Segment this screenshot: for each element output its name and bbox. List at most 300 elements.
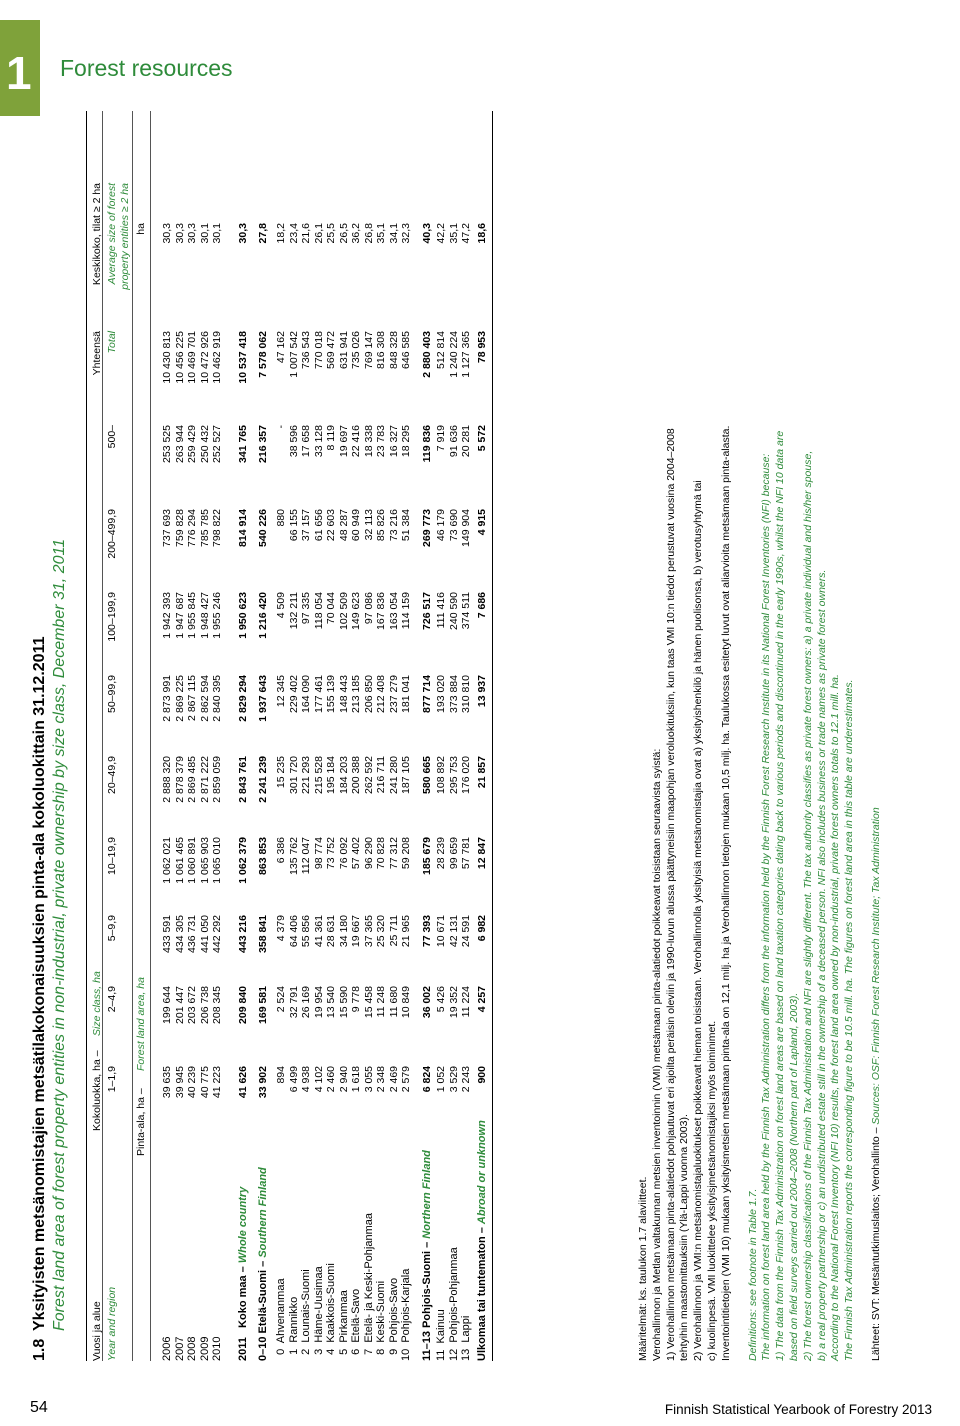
table-cell: 442 292: [211, 915, 224, 953]
row-label-fi: 12 Pohjois-Pohjanmaa: [447, 1247, 460, 1361]
row-label-fi: Ulkomaa tai tuntematon –: [476, 1224, 488, 1361]
row-label: [388, 1136, 400, 1361]
header-avg-en-2: property entities ≥ 2 ha: [119, 183, 131, 290]
table-cell: 259 429: [186, 425, 199, 463]
table-cell: 20 281: [460, 425, 472, 458]
table-cell: 38 596: [287, 425, 300, 458]
note-line: 1) The data from the Finnish Tax Administration on forest land areas are based on land taxation categories dating back to various periods and discontinued in the early 1990s, whilst the NFI 10 data are: [774, 430, 787, 1361]
row-label-en: Northern Finland: [421, 1150, 433, 1239]
row-label: [350, 1136, 362, 1361]
table-cell: 1 955 845: [186, 592, 199, 639]
table-cell: 8 119: [325, 425, 337, 451]
rule-line: [492, 111, 493, 1361]
table-cell: 163 054: [387, 592, 400, 630]
table-cell: 759 828: [173, 509, 186, 547]
sources-line: [870, 111, 884, 1361]
table-cell: 26 169: [300, 986, 312, 1019]
table-cell: 23 783: [375, 425, 387, 458]
table-cell: 2 867 115: [186, 675, 199, 721]
table-cell: 2 859 059: [211, 756, 224, 803]
header-size-class: 500–: [106, 425, 118, 449]
table-cell: 252 527: [211, 425, 224, 463]
row-label-fi: 10 Pohjois-Karjala: [400, 1268, 412, 1361]
table-cell: 1 950 623: [237, 592, 249, 639]
table-cell: 2 348: [375, 1066, 387, 1093]
table-cell: 213 185: [350, 675, 362, 713]
table-cell: 2 840 395: [211, 675, 224, 722]
table-cell: 1 216 420: [257, 592, 269, 639]
row-label-fi: 2009: [198, 1336, 211, 1361]
table-cell: 569 472: [325, 331, 337, 369]
header-size-class: 5–9,9: [106, 915, 118, 942]
row-label-fi: 2011 Koko maa –: [237, 1263, 249, 1361]
table-cell: 2 873 991: [161, 675, 173, 722]
table-cell: 18,6: [476, 223, 488, 244]
table-cell: 11 680: [387, 986, 400, 1018]
table-cell: 76 092: [337, 837, 350, 870]
table-cell: 18 338: [362, 425, 375, 458]
table-cell: 1 942 393: [161, 592, 173, 639]
table-cell: 13 937: [476, 675, 488, 708]
table-cell: 148 443: [337, 675, 350, 713]
table-cell: 848 328: [387, 331, 400, 369]
note-gap: [857, 111, 870, 1361]
table-cell: 119 836: [421, 425, 433, 463]
table-cell: 1 065 010: [211, 837, 224, 884]
table-cell: 48 287: [337, 509, 350, 542]
row-label-fi: 11 Kainuu: [435, 1309, 447, 1361]
table-cell: 10 849: [400, 986, 412, 1019]
table-cell: 209 840: [237, 986, 249, 1024]
header-avg-en-1: Average size of forest: [106, 183, 118, 285]
table-cell: 203 672: [186, 986, 199, 1024]
rule-line: [132, 111, 133, 1361]
table-cell: 30,3: [173, 223, 186, 244]
table-cell: 880: [275, 509, 287, 527]
table-cell: 36 002: [421, 986, 433, 1019]
table-cell: 30,1: [211, 223, 224, 244]
table-cell: 10 537 418: [237, 331, 249, 384]
table-cell: 443 216: [237, 915, 249, 953]
table-cell: 2 869 485: [186, 756, 199, 803]
table-cell: 10 469 701: [186, 331, 199, 384]
note-line: Inventointitietojen (VMI 10) mukaan yksityismetsien metsämaan pinta-ala on 12,1 milj. ha ja Verohallinnon tietojen mukaan 10,5 milj. ha. Taulukossa esitetyt luvut ovat aliarvioita metsämaan pinta-alasta.: [719, 425, 732, 1361]
table-cell: 6 386: [275, 837, 287, 864]
table-cell: 21,6: [300, 223, 312, 244]
table-cell: 769 147: [362, 331, 375, 369]
table-cell: 2 880 403: [421, 331, 433, 378]
table-cell: 164 090: [300, 675, 312, 713]
table-cell: 2 579: [400, 1066, 412, 1093]
table-cell: 216 711: [375, 756, 387, 794]
table-cell: 1 947 687: [173, 592, 186, 639]
table-cell: 201 447: [173, 986, 186, 1024]
table-cell: 10 430 813: [161, 331, 173, 384]
table-cell: 73 690: [447, 509, 460, 542]
rotated-table-page: [29, 111, 882, 1361]
table-cell: 23,4: [287, 223, 300, 244]
table-cell: 22 603: [325, 509, 337, 542]
table-cell: 1 060 891: [186, 837, 199, 884]
table-cell: 2 524: [275, 986, 287, 1013]
table-cell: 2 469: [387, 1066, 400, 1093]
yearbook-title: Finnish Statistical Yearbook of Forestry 2013: [664, 1402, 932, 1417]
table-cell: 34,1: [387, 223, 400, 244]
table-cell: 167 836: [375, 592, 387, 630]
table-cell: 30,1: [198, 223, 211, 244]
table-cell: 41 223: [211, 1066, 224, 1099]
table-cell: 118 054: [312, 592, 325, 630]
row-label: [199, 1136, 211, 1361]
table-cell: 10 671: [435, 915, 447, 948]
table-cell: 434 305: [173, 915, 186, 953]
table-cell: 4 102: [312, 1066, 325, 1093]
table-cell: 13 540: [325, 986, 337, 1019]
row-label: [300, 1136, 312, 1361]
table-cell: 114 159: [400, 592, 412, 630]
table-cell: 70 044: [325, 592, 337, 625]
table-cell: 5 572: [476, 425, 488, 452]
row-label: [400, 1136, 412, 1361]
row-label: [237, 1136, 249, 1361]
table-cell: 10 456 225: [173, 331, 186, 384]
table-cell: 41 626: [237, 1066, 249, 1099]
table-cell: 221 293: [300, 756, 312, 794]
table-title-en: Forest land area of forest property entities in non-industrial, private ownership by size class, December 31, 2011: [51, 538, 68, 1331]
table-cell: 73 216: [387, 509, 400, 542]
table-cell: 35,1: [447, 223, 460, 244]
table-cell: 64 406: [287, 915, 300, 948]
header-avg-fi: Keskikoko, tilat ≥ 2 ha: [91, 183, 103, 286]
table-cell: 39 635: [161, 1066, 173, 1099]
table-cell: 9 778: [350, 986, 362, 1013]
header-size-class-en: Size class, ha: [91, 971, 103, 1036]
table-cell: 12 847: [476, 837, 488, 870]
row-label: [325, 1136, 337, 1361]
table-cell: 295 753: [447, 756, 460, 794]
table-cell: 1 618: [350, 1066, 362, 1093]
row-label-fi: 9 Pohjois-Savo: [387, 1277, 400, 1361]
header-size-class: 2–4,9: [106, 986, 118, 1013]
row-label: [161, 1136, 173, 1361]
table-cell: 1 948 427: [198, 592, 211, 639]
table-cell: 7 686: [476, 592, 488, 619]
table-cell: 208 345: [211, 986, 224, 1024]
table-cell: 2 843 761: [237, 756, 249, 803]
table-cell: 184 203: [337, 756, 350, 794]
table-cell: -: [275, 425, 287, 429]
table-cell: 1 062 021: [161, 837, 173, 884]
table-cell: 37 365: [362, 915, 375, 948]
note-line: According to the National Forest Inventory (NFI 10) results, the forest land area owned by non-industrial, private forest owners totals to 12.1 mill. ha.: [829, 674, 842, 1361]
table-cell: 185 679: [421, 837, 433, 875]
table-cell: 41 361: [312, 915, 325, 948]
table-cell: 78 953: [476, 331, 488, 364]
table-cell: 7 919: [435, 425, 447, 452]
table-cell: 60 949: [350, 509, 362, 542]
table-cell: 30,3: [186, 223, 199, 244]
table-cell: 98 774: [312, 837, 325, 870]
sources-en: Sources: OSF: Finnish Forest Research Institute; Tax Administration: [869, 807, 882, 1125]
row-label: [288, 1136, 300, 1361]
row-label: [460, 1136, 472, 1361]
table-cell: 66 155: [287, 509, 300, 542]
table-cell: 894: [275, 1066, 287, 1084]
note-line: based on field surveys carried out 2004–2008 (Northern part of Lapland, 2003).: [787, 992, 800, 1361]
table-cell: 6 824: [421, 1066, 433, 1093]
table-cell: 540 226: [257, 509, 269, 547]
note-line: Verohallinnon ja Metlan valtakunnan metsien inventoinnin (VMI) metsämaan pinta-alatiedot poikkeavat toisistaan seuraavista syistä:: [650, 748, 663, 1361]
note-line: b) a real property partnership or c) an undistributed estate still in the ownership of a deceased person. NFI also includes business or trade names as private forest owners.: [815, 569, 828, 1361]
table-cell: 1 061 465: [173, 837, 186, 884]
table-cell: 26,1: [312, 223, 325, 244]
table-cell: 99 659: [447, 837, 460, 870]
table-cell: 47 162: [275, 331, 287, 364]
table-cell: 2 829 294: [237, 675, 249, 722]
table-cell: 301 720: [287, 756, 300, 794]
row-label: [421, 1136, 433, 1361]
header-size-class: 20–49,9: [106, 756, 118, 794]
table-cell: 2 940: [337, 1066, 350, 1093]
table-cell: 91 636: [447, 425, 460, 458]
table-cell: 1 127 365: [460, 331, 472, 378]
table-cell: 33 128: [312, 425, 325, 458]
table-cell: 2 241 239: [257, 756, 269, 803]
table-cell: 863 853: [257, 837, 269, 875]
table-cell: 25 320: [375, 915, 387, 948]
table-cell: 2 888 320: [161, 756, 173, 803]
table-cell: 176 020: [460, 756, 472, 794]
rule-line: [150, 111, 151, 1361]
table-cell: 112 047: [300, 837, 312, 875]
table-cell: 177 461: [312, 675, 325, 713]
chapter-number: 1: [6, 47, 32, 99]
table-cell: 42,2: [435, 223, 447, 244]
note-line: 2) The forest ownership classifications of the Finnish Tax Administration and NFI are slightly different. The tax authority classifies as private forest owners: a) a private individual and his/her spouse,: [801, 450, 814, 1361]
table-cell: 785 785: [198, 509, 211, 547]
table-cell: 3 055: [362, 1066, 375, 1093]
table-cell: 1 007 542: [287, 331, 300, 378]
table-cell: 212 408: [375, 675, 387, 713]
row-label: [275, 1136, 287, 1361]
table-cell: 215 528: [312, 756, 325, 794]
table-cell: 2 869 225: [173, 675, 186, 722]
table-cell: 37 157: [300, 509, 312, 542]
table-cell: 25 711: [387, 915, 400, 947]
note-line: Määritelmät: ks. taulukon 1.7 alaviitteet.: [637, 1176, 649, 1361]
table-cell: 199 644: [161, 986, 173, 1024]
rule-line: [86, 111, 87, 1361]
table-cell: 253 525: [161, 425, 173, 463]
table-cell: 77 393: [421, 915, 433, 948]
table-cell: 102 509: [337, 592, 350, 630]
table-cell: 4 509: [275, 592, 287, 619]
table-cell: 1 240 224: [447, 331, 460, 378]
note-line: Definitions: see footnote in Table 1.7.: [746, 1188, 759, 1361]
table-cell: 1 955 246: [211, 592, 224, 639]
table-cell: 814 914: [237, 509, 249, 547]
note-line: The Finnish Tax Administration reports the corresponding figure to be 10.5 mill. ha. The figures on forest land area in this table are underestimates.: [843, 679, 856, 1361]
table-cell: 358 841: [257, 915, 269, 953]
unit-ha: ha: [135, 223, 147, 235]
row-label: [363, 1136, 375, 1361]
table-cell: 19 697: [337, 425, 350, 458]
table-cell: 240 590: [447, 592, 460, 630]
table-cell: 11 224: [460, 986, 472, 1018]
table-cell: 816 308: [375, 331, 387, 369]
row-label-fi: 3 Häme-Uusimaa: [312, 1266, 325, 1361]
table-cell: 135 762: [287, 837, 300, 875]
table-cell: 10 462 919: [211, 331, 224, 384]
table-cell: 241 280: [387, 756, 400, 794]
table-cell: 726 517: [421, 592, 433, 630]
table-cell: 187 105: [400, 756, 412, 794]
table-cell: 149 623: [350, 592, 362, 630]
row-label-en: Abroad or unknown: [476, 1120, 488, 1225]
header-size-class: 100–199,9: [106, 592, 118, 642]
table-cell: 229 402: [287, 675, 300, 713]
header-size-class: 200–499,9: [106, 509, 118, 559]
header-total-en: Total: [106, 331, 118, 354]
note-gap: [734, 111, 747, 1361]
table-cell: 374 511: [460, 592, 472, 630]
row-label-fi: 2007: [173, 1336, 186, 1361]
note-line: 1) Verohallinnon metsämaan pinta-alatiedot pohjautuvat eri ajoilta peräisin oleviin ja 1990-luvun alussa päättyneisiin maapohjan veroluokituksiin, kun taas VMI 10:n tiedot perustuvat vuosina 2004–2008: [664, 428, 677, 1361]
table-cell: 36,2: [350, 223, 362, 244]
row-label: [186, 1136, 198, 1361]
table-notes: [637, 111, 884, 1361]
note-line: The information on forest land area held by the Finnish Tax Administration differs from the information held by the Finnish Forest Research Institute in its National Forest Inventories (NFI) because:: [760, 453, 773, 1361]
table-cell: 3 529: [447, 1066, 460, 1093]
table-cell: 149 904: [460, 509, 472, 547]
table-cell: 169 581: [257, 986, 269, 1024]
row-label: [448, 1136, 460, 1361]
table-cell: 735 026: [350, 331, 362, 369]
table-cell: 39 945: [173, 1066, 186, 1099]
table-cell: 798 822: [211, 509, 224, 547]
table-cell: 77 312: [387, 837, 400, 870]
row-label: [435, 1136, 447, 1361]
note-line: tehtyihin maastomittauksiin (Ylä-Lappi vuonna 2003).: [678, 1114, 691, 1361]
row-label-fi: 8 Keski-Suomi: [375, 1280, 387, 1361]
table-cell: 40,3: [421, 223, 433, 244]
table-cell: 776 294: [186, 509, 199, 547]
table-cell: 59 208: [400, 837, 412, 870]
row-label-fi: 2 Lounais-Suomi: [300, 1269, 312, 1361]
table-cell: 12 345: [275, 675, 287, 708]
row-label: [338, 1136, 350, 1361]
table-cell: 111 416: [435, 592, 447, 629]
table-cell: 6 982: [476, 915, 488, 942]
table-cell: 22 416: [350, 425, 362, 458]
page-number: 54: [30, 1399, 48, 1416]
table-cell: 5 426: [435, 986, 447, 1013]
table-cell: 19 667: [350, 915, 362, 948]
table-cell: 900: [476, 1066, 488, 1084]
table-cell: 193 020: [435, 675, 447, 713]
table-cell: 21 857: [476, 756, 488, 789]
row-label-fi: 2010: [211, 1336, 224, 1361]
table-cell: 34 180: [337, 915, 350, 948]
table-cell: 25,5: [325, 223, 337, 244]
table-cell: 4 938: [300, 1066, 312, 1093]
table-cell: 24 591: [460, 915, 472, 948]
row-label-fi: 11–13 Pohjois-Suomi –: [421, 1238, 433, 1361]
table-cell: 16 327: [387, 425, 400, 458]
table-cell: 28 239: [435, 837, 447, 870]
table-cell: 237 279: [387, 675, 400, 713]
table-cell: 40 775: [198, 1066, 211, 1099]
row-label-fi: 2006: [161, 1336, 173, 1361]
table-cell: 108 892: [435, 756, 447, 794]
row-label-fi: 6 Etelä-Savo: [350, 1288, 362, 1361]
row-label-fi: 1 Rannikko: [287, 1296, 300, 1361]
row-label-en: Whole country: [237, 1186, 249, 1264]
table-cell: 15 235: [275, 756, 287, 789]
table-cell: 250 432: [198, 425, 211, 463]
table-cell: 32,3: [400, 223, 412, 244]
table-cell: 2 862 594: [198, 675, 211, 722]
table-cell: 30,3: [237, 223, 249, 244]
table-cell: 32 791: [287, 986, 300, 1019]
table-cell: 512 814: [435, 331, 447, 369]
table-cell: 97 086: [362, 592, 375, 625]
table-cell: 770 018: [312, 331, 325, 369]
header-total-fi: Yhteensä: [91, 331, 103, 376]
table-cell: 877 714: [421, 675, 433, 713]
table-cell: 11 248: [375, 986, 387, 1018]
row-label: [375, 1136, 387, 1361]
row-label: [174, 1136, 186, 1361]
table-cell: 19 352: [447, 986, 460, 1019]
table-cell: 85 826: [375, 509, 387, 542]
row-label-fi: 0–10 Etelä-Suomi –: [257, 1257, 269, 1361]
table-cell: 181 041: [400, 675, 412, 713]
table-cell: 1 065 903: [198, 837, 211, 884]
table-cell: 736 543: [300, 331, 312, 369]
table-cell: 263 944: [173, 425, 186, 463]
row-label-en: Southern Finland: [257, 1167, 269, 1258]
table-cell: 433 591: [161, 915, 173, 953]
row-label-fi: 4 Kaakkois-Suomi: [325, 1263, 337, 1361]
table-cell: 57 781: [460, 837, 472, 870]
table-cell: 580 665: [421, 756, 433, 794]
table-cell: 1 052: [435, 1066, 447, 1093]
note-line: c) kuolinpesä. VMI luokittelee yksityisjmetsänomistajiksi myös toiminimet.: [705, 1020, 718, 1361]
table-cell: 70 828: [375, 837, 387, 870]
table-cell: 57 402: [350, 837, 362, 870]
table-cell: 206 738: [198, 986, 211, 1024]
table-cell: 40 239: [186, 1066, 199, 1099]
header-size-class: 1–1,9: [106, 1066, 118, 1093]
row-label-fi: 13 Lappi: [460, 1315, 472, 1361]
table-cell: 32 113: [362, 509, 375, 541]
table-cell: 269 773: [421, 509, 433, 547]
table-cell: 30,3: [161, 223, 173, 244]
table-cell: 26,5: [337, 223, 350, 244]
row-label: [476, 1120, 488, 1361]
table-cell: 27,8: [257, 223, 269, 244]
row-label-fi: 7 Etelä- ja Keski-Pohjanmaa: [362, 1213, 375, 1361]
chapter-color-block: [0, 20, 40, 116]
table-cell: 97 335: [300, 592, 312, 625]
table-cell: 341 765: [237, 425, 249, 463]
table-cell: 2 871 222: [198, 756, 211, 803]
table-cell: 61 656: [312, 509, 325, 542]
unit-area-en: Forest land area, ha: [135, 977, 147, 1071]
table-cell: 18 295: [400, 425, 412, 458]
table-cell: 441 050: [198, 915, 211, 953]
